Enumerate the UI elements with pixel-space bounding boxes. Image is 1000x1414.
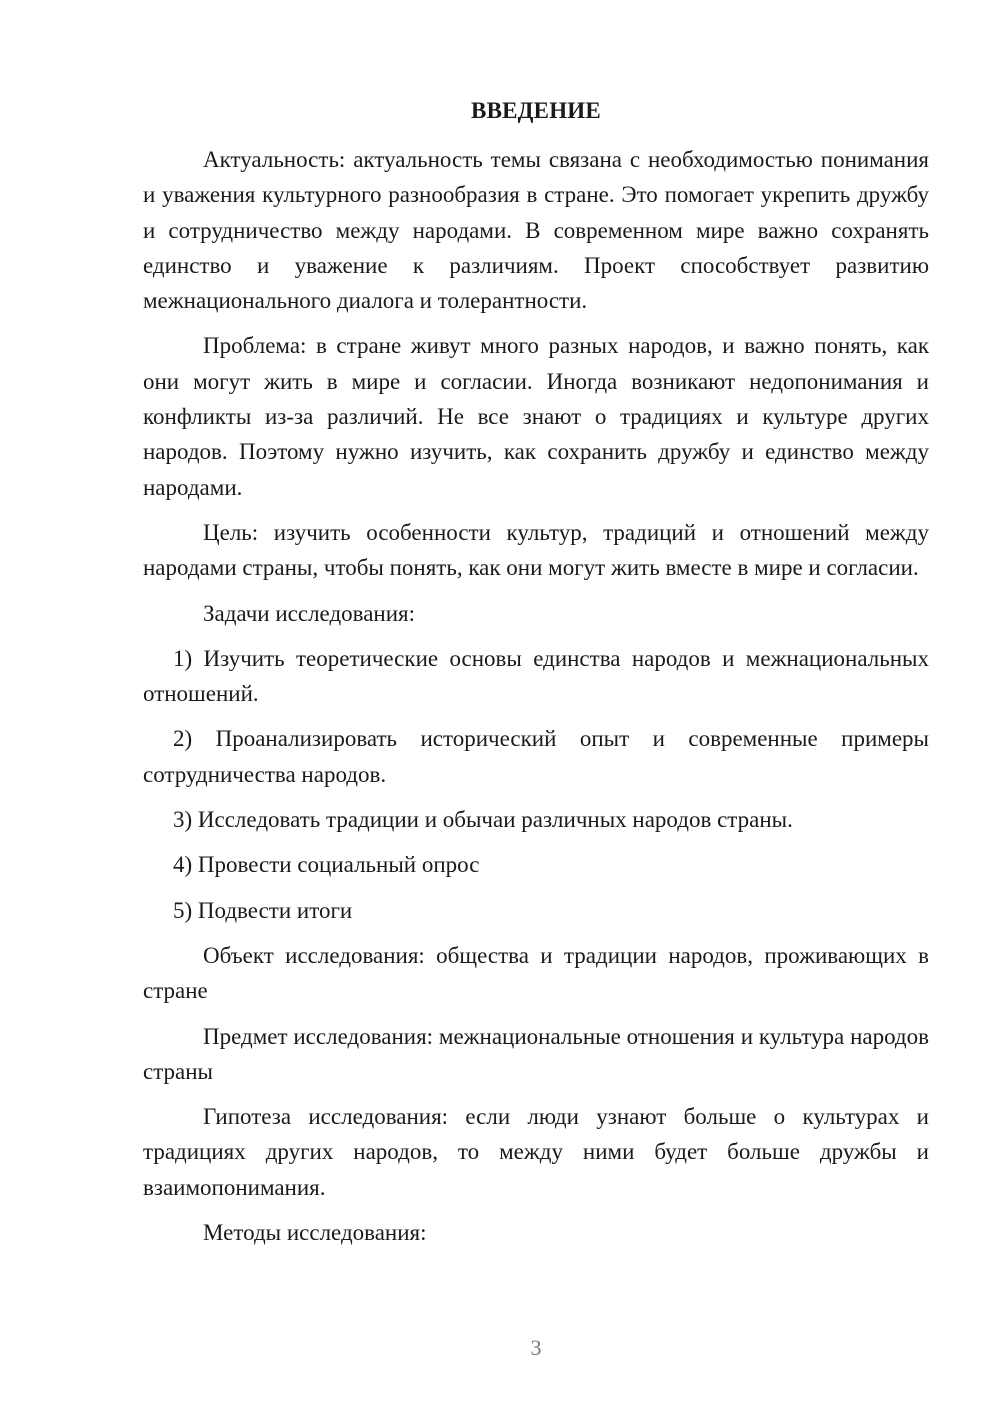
task-item-1: 1) Изучить теоретические основы единства народов и межнациональных отношений. [143,645,929,707]
paragraph-methods: Методы исследования: [203,1220,427,1246]
paragraph-relevance: Актуальность: актуальность темы связана с необходимостью понимания и уважения культурного разнообразия в стране. Это помогает укрепить дружбу и сотрудничество между народами. В современном мире важно сохранять единство и уважение к различиям. Проект способствует развитию межнационального диалога и толерантности. [143,147,929,314]
paragraph-hypothesis: Гипотеза исследования: если люди узнают больше о культурах и традициях других народов, то между ними будет больше дружбы и взаимопонимания. [143,1104,929,1200]
paragraph-problem: Проблема: в стране живут много разных народов, и важно понять, как они могут жить в мире и согласии. Иногда возникают недопонимания и конфликты из-за различий. Не все знают о традициях и культуре других народов. Поэтому нужно изучить, как сохранить дружбу и единство между народами. [143,333,929,500]
page-title: ВВЕДЕНИЕ [471,98,601,123]
body-text [143,142,929,1260]
task-item-5: 5) Подвести итоги [173,897,353,923]
paragraph-subject: Предмет исследования: межнациональные отношения и культура народов страны [143,1023,929,1084]
paragraph-object: Объект исследования: общества и традиции народов, проживающих в стране [143,942,929,1004]
paragraph-tasks-heading: Задачи исследования: [203,600,416,626]
task-item-4: 4) Провести социальный опрос [173,852,480,878]
task-item-2: 2) Проанализировать исторический опыт и современные примеры сотрудничества народов. [143,726,929,787]
task-item-3: 3) Исследовать традиции и обычаи различных народов страны. [173,807,793,833]
page-number: 3 [530,1335,542,1360]
paragraph-goal: Цель: изучить особенности культур, традиций и отношений между народами страны, чтобы понять, как они могут жить вместе в мире и согласии. [143,519,929,581]
